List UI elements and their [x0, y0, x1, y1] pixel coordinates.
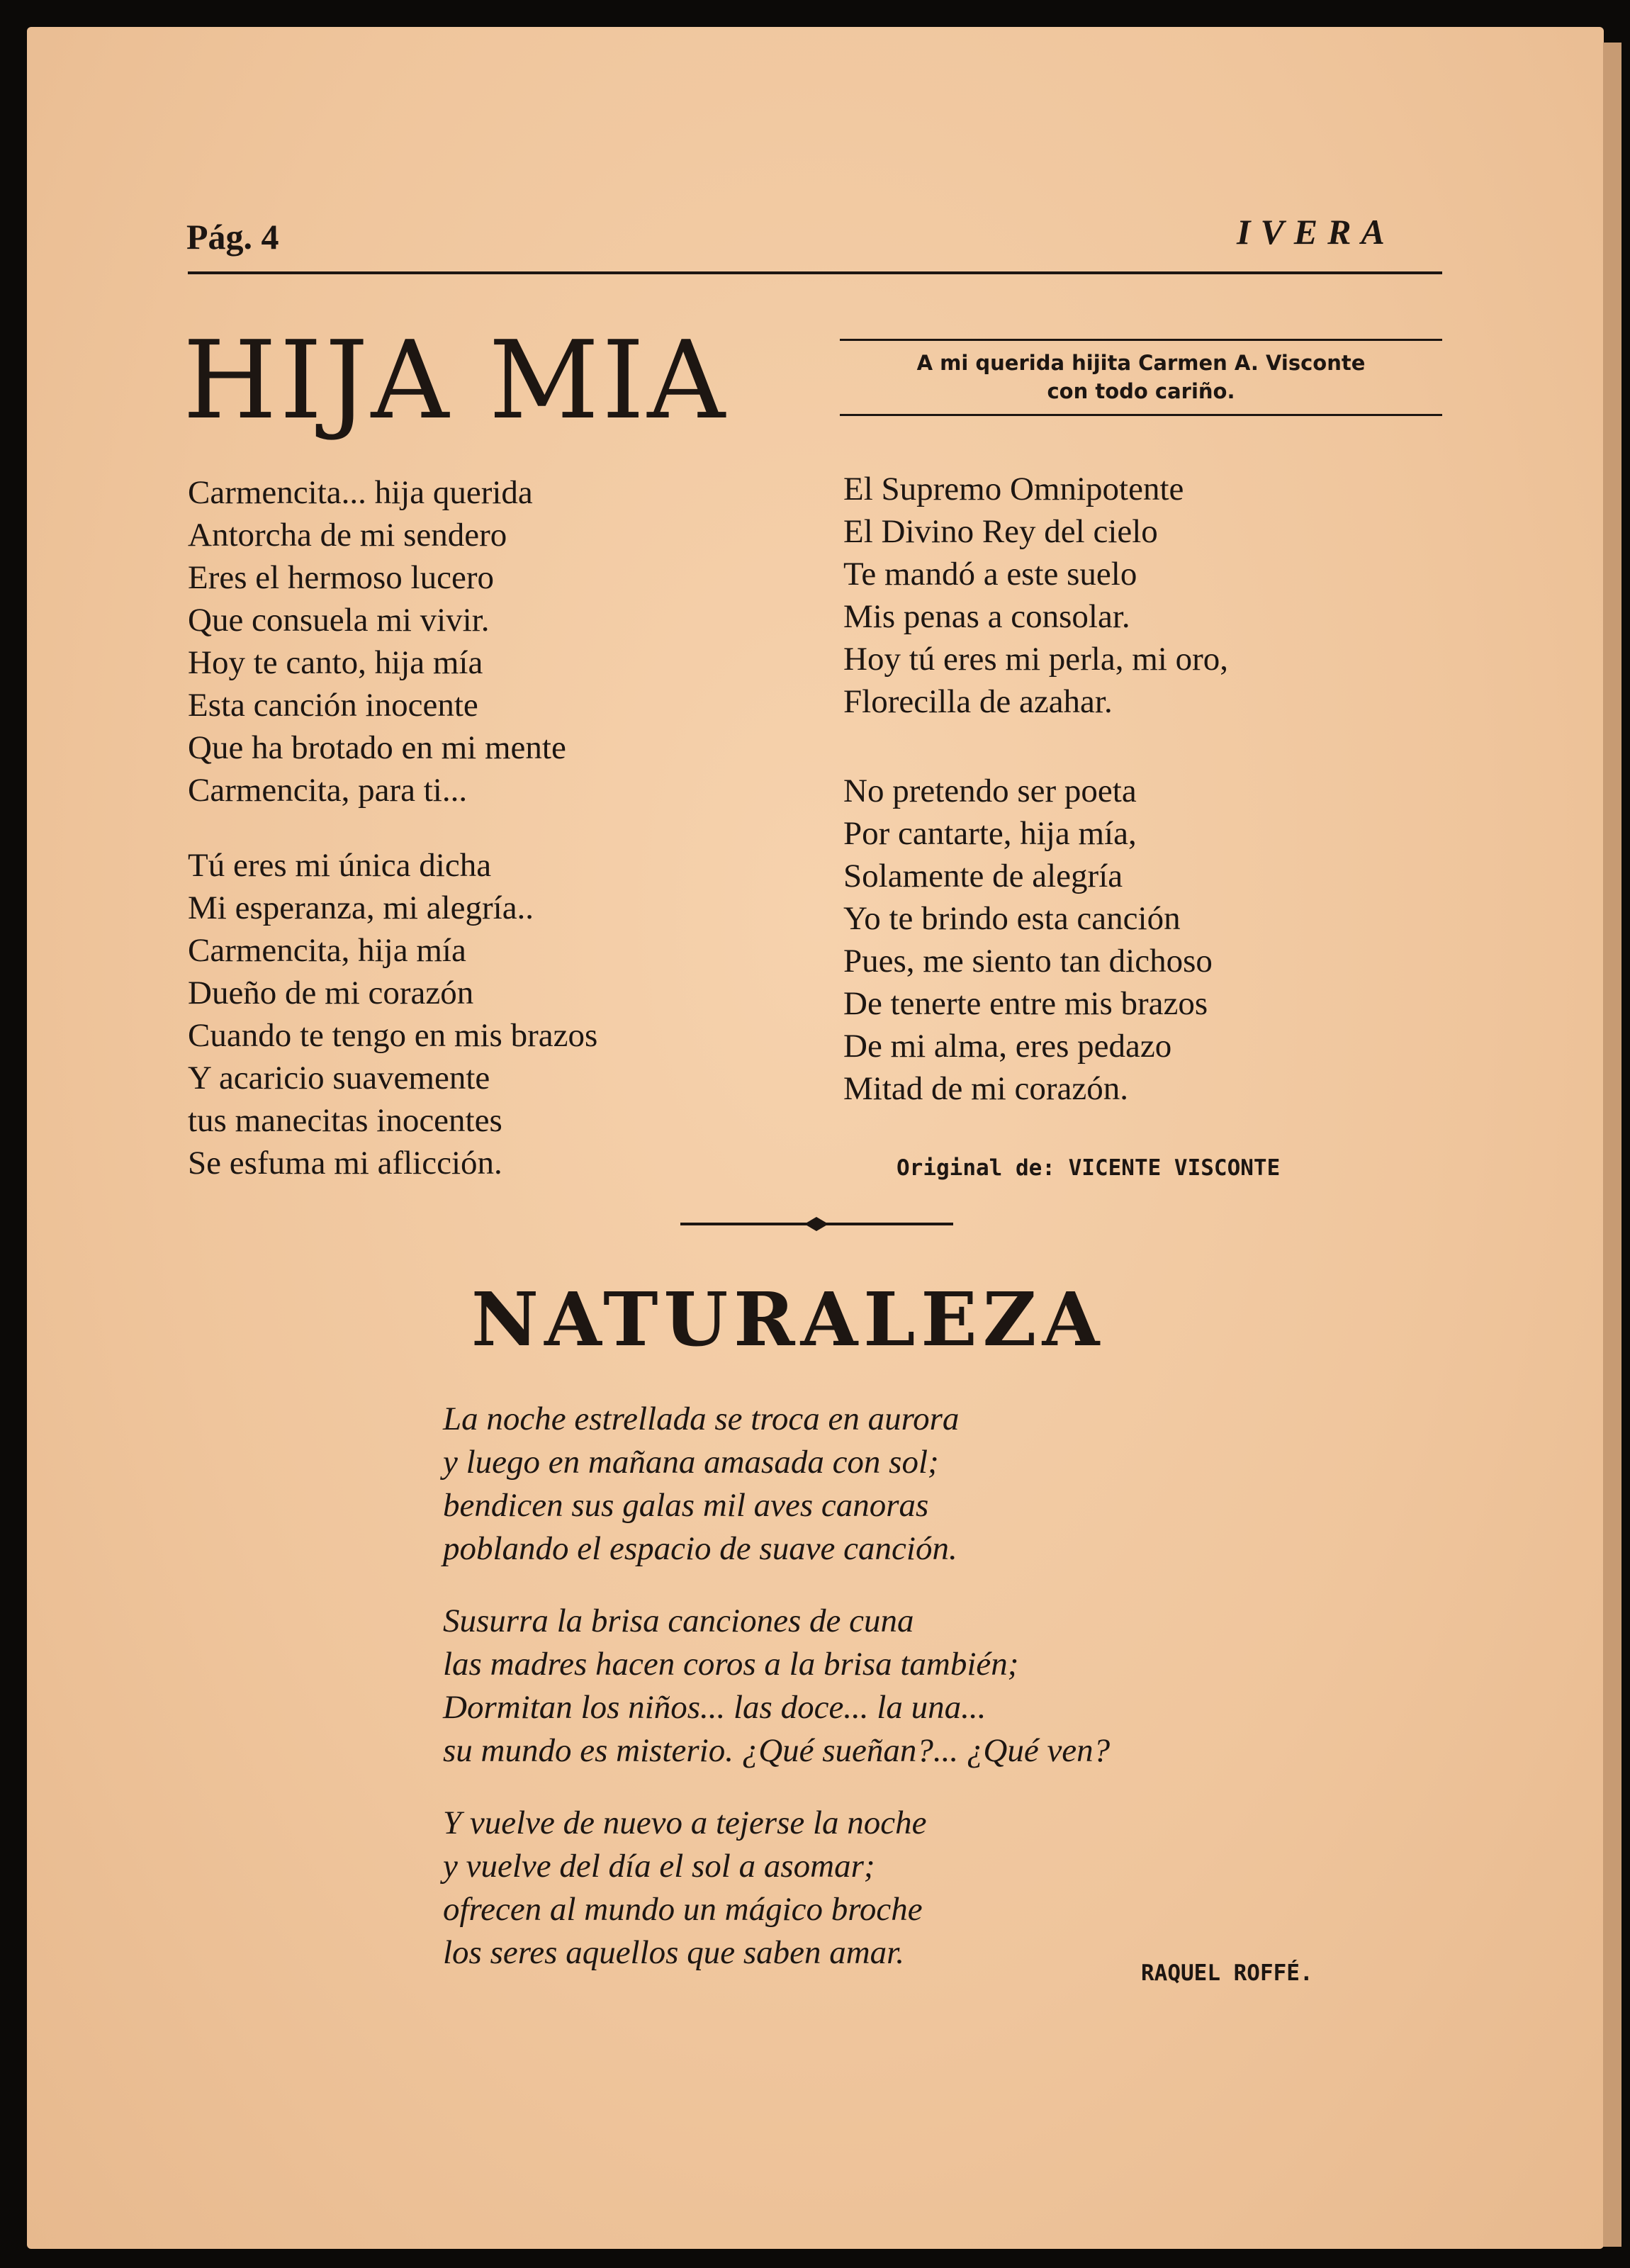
verse: ofrecen al mundo un mágico broche: [443, 1891, 923, 1928]
poem-title-hija-mia: HIJA MIA: [183, 318, 729, 443]
verse: Hoy tú eres mi perla, mi oro,: [843, 641, 1228, 678]
verse: Carmencita, hija mía: [188, 932, 466, 969]
verse: Mi esperanza, mi alegría..: [188, 889, 534, 926]
dedication-line: A mi querida hijita Carmen A. Visconte: [916, 351, 1366, 375]
verse: los seres aquellos que saben amar.: [443, 1934, 905, 1971]
verse: Susurra la brisa canciones de cuna: [443, 1602, 914, 1639]
verse: Que ha brotado en mi mente: [188, 729, 566, 766]
verse: las madres hacen coros a la brisa también;: [443, 1646, 1019, 1683]
poem1-right-column: [843, 468, 1228, 1110]
verse: Pues, me siento tan dichoso: [843, 943, 1213, 979]
verse: poblando el espacio de suave canción.: [443, 1530, 957, 1567]
dedication-rule-top: [840, 339, 1442, 341]
verse: Solamente de alegría: [843, 858, 1123, 894]
verse: Florecilla de azahar.: [843, 683, 1113, 720]
verse: Yo te brindo esta canción: [843, 900, 1181, 937]
verse: Cuando te tengo en mis brazos: [188, 1017, 598, 1054]
poem-title-naturaleza: NATURALEZA: [471, 1276, 1106, 1363]
verse: y vuelve del día el sol a asomar;: [443, 1848, 875, 1885]
verse: bendicen sus galas mil aves canoras: [443, 1487, 929, 1524]
ornament-divider: [677, 1213, 957, 1235]
dedication-rule-bottom: [840, 414, 1442, 416]
verse: Eres el hermoso lucero: [188, 559, 494, 596]
verse: Carmencita, para ti...: [188, 772, 468, 809]
verse: Dueño de mi corazón: [188, 975, 474, 1011]
poem1-signature: Original de: VICENTE VISCONTE: [896, 1155, 1281, 1181]
verse: Hoy te canto, hija mía: [188, 644, 483, 681]
poem2-signature: RAQUEL ROFFÉ.: [1141, 1960, 1313, 1986]
verse: Tú eres mi única dicha: [188, 847, 492, 884]
verse: su mundo es misterio. ¿Qué sueñan?... ¿Qué ven?: [443, 1732, 1111, 1769]
verse: Antorcha de mi sendero: [188, 517, 507, 554]
verse: Y acaricio suavemente: [188, 1060, 490, 1096]
verse: El Divino Rey del cielo: [843, 513, 1158, 550]
verse: Dormitan los niños... las doce... la una...: [443, 1689, 987, 1726]
verse: Esta canción inocente: [188, 687, 478, 724]
verse: Se esfuma mi aflicción.: [188, 1145, 502, 1181]
verse: y luego en mañana amasada con sol;: [443, 1444, 939, 1481]
verse: La noche estrellada se troca en aurora: [443, 1400, 960, 1437]
poem1-left-column: [188, 471, 597, 1184]
verse: Te mandó a este suelo: [843, 556, 1137, 593]
verse: El Supremo Omnipotente: [843, 471, 1184, 507]
verse: Mis penas a consolar.: [843, 598, 1130, 635]
verse: Por cantarte, hija mía,: [843, 815, 1137, 852]
verse: No pretendo ser poeta: [843, 773, 1137, 809]
verse: De mi alma, eres pedazo: [843, 1028, 1172, 1065]
header-rule: [188, 271, 1442, 274]
publication-name: IVERA: [1237, 212, 1395, 252]
verse: tus manecitas inocentes: [188, 1102, 502, 1139]
poem2-body: [443, 1398, 1110, 1975]
page-number: Pág. 4: [186, 217, 279, 257]
verse: De tenerte entre mis brazos: [843, 985, 1208, 1022]
adjacent-page-edge: [1603, 43, 1621, 2247]
verse: Mitad de mi corazón.: [843, 1070, 1128, 1107]
verse: Carmencita... hija querida: [188, 474, 533, 511]
verse: Y vuelve de nuevo a tejerse la noche: [443, 1804, 927, 1841]
dedication-line: con todo cariño.: [1047, 379, 1235, 403]
dedication: [840, 349, 1442, 405]
verse: Que consuela mi vivir.: [188, 602, 490, 639]
